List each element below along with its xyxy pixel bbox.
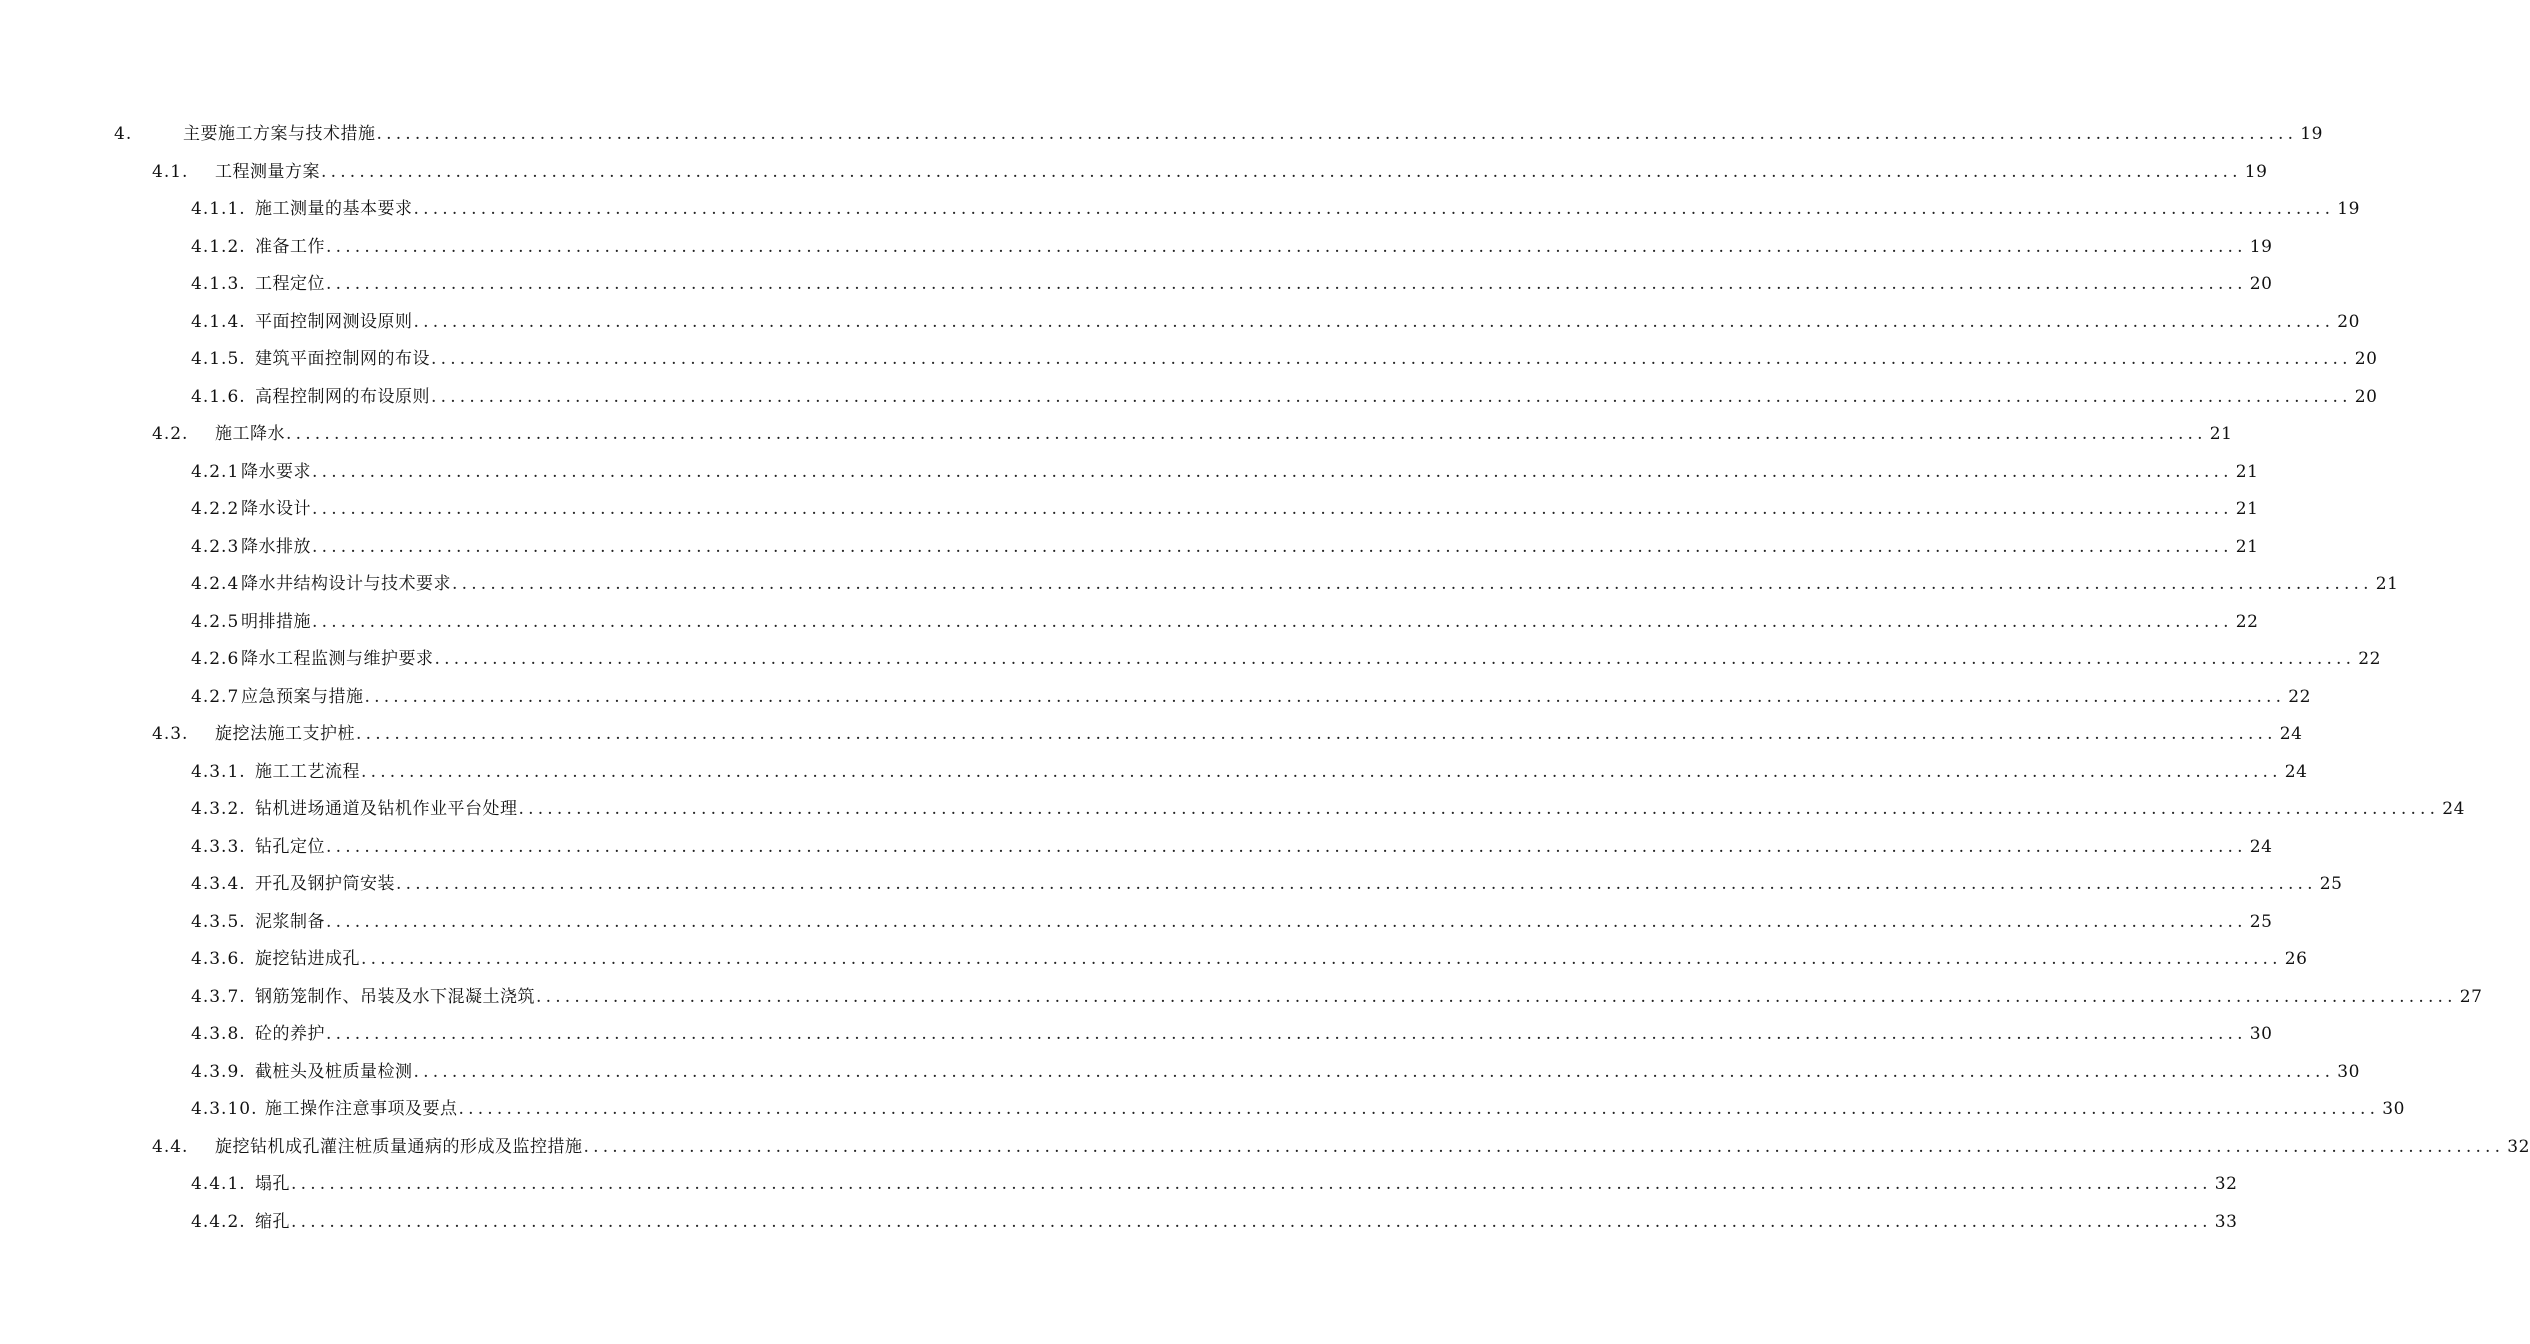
toc-entry-page-number: 24 (2442, 799, 2465, 819)
toc-dot-leader: ........................................................................................................................................................................................................ (536, 986, 2457, 1007)
toc-entry-number: 4.3.1. (191, 761, 246, 782)
toc-entry-title: 钻孔定位 (255, 836, 325, 857)
toc-dot-leader: ........................................................................................................................................................................................................ (291, 1211, 2212, 1232)
toc-entry-page-number: 24 (2284, 761, 2308, 782)
toc-entry-page-number: 27 (2459, 986, 2483, 1007)
toc-dot-leader: ........................................................................................................................................................................................................ (356, 724, 2277, 744)
toc-dot-leader: ........................................................................................................................................................................................................ (431, 386, 2352, 407)
toc-entry-number: 4.2.1 (191, 461, 240, 482)
toc-entry-page-number: 32 (2214, 1174, 2238, 1194)
toc-dot-leader: ........................................................................................................................................................................................................ (326, 911, 2247, 932)
toc-entry-title: 钢筋笼制作、吊装及水下混凝土浇筑 (255, 986, 535, 1007)
toc-entry-number: 4.3.8. (191, 1024, 246, 1044)
toc-entry-page-number: 21 (2235, 536, 2259, 557)
toc-entry[interactable] (191, 1060, 2360, 1084)
toc-entry-page-number: 21 (2209, 424, 2233, 444)
toc-entry-title: 旋挖钻机成孔灌注桩质量通病的形成及监控措施 (215, 1136, 583, 1157)
toc-dot-leader: ........................................................................................................................................................................................................ (321, 161, 2242, 182)
toc-entry[interactable] (191, 310, 2360, 334)
toc-entry[interactable] (191, 610, 2259, 634)
toc-entry-page-number: 20 (2337, 311, 2360, 332)
toc-entry[interactable] (191, 872, 2343, 896)
toc-entry-title: 施工操作注意事项及要点 (265, 1099, 458, 1119)
toc-entry[interactable] (191, 235, 2273, 259)
toc-entry-title: 准备工作 (255, 236, 325, 257)
toc-entry-number: 4.4.2. (191, 1211, 246, 1232)
toc-entry-number: 4.4.1. (191, 1174, 246, 1194)
toc-dot-leader: ........................................................................................................................................................................................................ (312, 536, 2233, 557)
toc-dot-leader: ........................................................................................................................................................................................................ (312, 461, 2233, 482)
toc-entry[interactable] (191, 797, 2465, 821)
toc-entry-number: 4.2.2 (191, 499, 240, 519)
toc-dot-leader: ........................................................................................................................................................................................................ (376, 124, 2298, 144)
toc-entry[interactable] (191, 572, 2399, 596)
toc-entry-title: 施工工艺流程 (255, 761, 360, 782)
toc-entry-number: 4.1.5. (191, 349, 246, 369)
toc-entry-title: 旋挖法施工支护桩 (215, 724, 355, 744)
toc-entry-title: 开孔及钢护筒安装 (255, 874, 395, 894)
toc-entry-number: 4.1.1. (191, 199, 246, 219)
toc-dot-leader: ........................................................................................................................................................................................................ (361, 761, 2282, 782)
toc-dot-leader: ........................................................................................................................................................................................................ (458, 1099, 2380, 1119)
toc-entry-page-number: 24 (2249, 836, 2273, 857)
toc-entry-number: 4.1.4. (191, 311, 246, 332)
toc-entry-number: 4.3.5. (191, 911, 246, 932)
toc-entry-page-number: 19 (2300, 124, 2323, 144)
toc-entry[interactable] (152, 422, 2233, 446)
toc-entry-page-number: 19 (2337, 199, 2360, 219)
toc-entry-number: 4.1.3. (191, 274, 246, 294)
toc-dot-leader: ........................................................................................................................................................................................................ (326, 836, 2247, 857)
toc-entry-page-number: 20 (2354, 386, 2378, 407)
toc-entry[interactable] (191, 272, 2273, 296)
toc-entry-number: 4.2.5 (191, 611, 240, 632)
toc-entry-page-number: 21 (2375, 574, 2399, 594)
toc-entry-page-number: 30 (2337, 1061, 2360, 1082)
toc-entry-page-number: 21 (2235, 461, 2259, 482)
toc-entry-page-number: 25 (2249, 911, 2273, 932)
toc-entry-title: 高程控制网的布设原则 (255, 386, 430, 407)
toc-entry-page-number: 19 (2244, 161, 2268, 182)
toc-entry[interactable] (191, 385, 2378, 409)
toc-entry[interactable] (152, 1135, 2530, 1159)
toc-entry-title: 应急预案与措施 (241, 686, 364, 707)
toc-entry-page-number: 30 (2382, 1099, 2405, 1119)
toc-entry-page-number: 25 (2319, 874, 2343, 894)
toc-entry-number: 4.1.2. (191, 236, 246, 257)
toc-entry-title: 泥浆制备 (255, 911, 325, 932)
toc-entry-number: 4.3.7. (191, 986, 246, 1007)
toc-entry-number: 4.2.3 (191, 536, 240, 557)
toc-entry-title: 降水设计 (241, 499, 311, 519)
toc-entry[interactable] (191, 985, 2483, 1009)
toc-dot-leader: ........................................................................................................................................................................................................ (286, 424, 2207, 444)
toc-entry-page-number: 24 (2279, 724, 2303, 744)
toc-entry[interactable] (191, 347, 2378, 371)
toc-dot-leader: ........................................................................................................................................................................................................ (413, 199, 2335, 219)
toc-entry[interactable] (191, 1172, 2238, 1196)
toc-entry[interactable] (191, 1097, 2405, 1121)
toc-entry-page-number: 30 (2249, 1024, 2273, 1044)
toc-entry-page-number: 19 (2249, 236, 2273, 257)
toc-entry-page-number: 20 (2249, 274, 2273, 294)
toc-dot-leader: ........................................................................................................................................................................................................ (413, 1061, 2335, 1082)
toc-entry-number: 4.2.6 (191, 649, 240, 669)
toc-entry[interactable] (191, 197, 2360, 221)
toc-entry[interactable] (191, 535, 2259, 559)
toc-dot-leader: ........................................................................................................................................................................................................ (583, 1136, 2505, 1157)
toc-entry[interactable] (191, 460, 2259, 484)
toc-dot-leader: ........................................................................................................................................................................................................ (396, 874, 2317, 894)
toc-dot-leader: ........................................................................................................................................................................................................ (361, 949, 2282, 969)
toc-entry[interactable] (191, 910, 2273, 934)
toc-entry-title: 工程定位 (255, 274, 325, 294)
toc-entry[interactable] (114, 122, 2323, 146)
toc-entry[interactable] (191, 835, 2273, 859)
toc-entry-title: 施工降水 (215, 424, 285, 444)
toc-dot-leader: ........................................................................................................................................................................................................ (518, 799, 2440, 819)
toc-entry-page-number: 20 (2354, 349, 2378, 369)
toc-dot-leader: ........................................................................................................................................................................................................ (326, 1024, 2247, 1044)
toc-entry-number: 4.3.4. (191, 874, 246, 894)
toc-entry-title: 截桩头及桩质量检测 (255, 1061, 413, 1082)
toc-dot-leader: ........................................................................................................................................................................................................ (312, 611, 2233, 632)
toc-entry[interactable] (191, 685, 2311, 709)
toc-dot-leader: ........................................................................................................................................................................................................ (434, 649, 2356, 669)
toc-entry-title: 建筑平面控制网的布设 (255, 349, 430, 369)
toc-entry-title: 塌孔 (255, 1174, 290, 1194)
toc-entry-title: 旋挖钻进成孔 (255, 949, 360, 969)
toc-dot-leader: ........................................................................................................................................................................................................ (431, 349, 2352, 369)
toc-entry[interactable] (191, 760, 2308, 784)
toc-entry-page-number: 22 (2358, 649, 2381, 669)
toc-entry-title: 明排措施 (241, 611, 311, 632)
toc-entry-title: 缩孔 (255, 1211, 290, 1232)
toc-entry-number: 4.3.6. (191, 949, 246, 969)
toc-entry-title: 平面控制网测设原则 (255, 311, 413, 332)
toc-entry-page-number: 21 (2235, 499, 2259, 519)
toc-entry-title: 主要施工方案与技术措施 (183, 124, 376, 144)
toc-entry-number: 4. (114, 124, 133, 144)
toc-entry-number: 4.2.7 (191, 686, 240, 707)
toc-entry-title: 降水工程监测与维护要求 (241, 649, 434, 669)
toc-entry-number: 4.3.2. (191, 799, 246, 819)
toc-entry-title: 降水井结构设计与技术要求 (241, 574, 451, 594)
toc-entry-number: 4.2.4 (191, 574, 240, 594)
toc-entry-page-number: 32 (2507, 1136, 2530, 1157)
toc-entry[interactable] (152, 160, 2268, 184)
toc-entry-number: 4.3. (152, 724, 189, 744)
toc-entry-title: 降水排放 (241, 536, 311, 557)
toc-entry[interactable] (152, 722, 2303, 746)
toc-entry[interactable] (191, 647, 2381, 671)
toc-entry-number: 4.1. (152, 161, 189, 182)
toc-entry-title: 工程测量方案 (215, 161, 320, 182)
toc-dot-leader: ........................................................................................................................................................................................................ (413, 311, 2335, 332)
toc-entry-title: 钻机进场通道及钻机作业平台处理 (255, 799, 518, 819)
toc-entry[interactable] (191, 497, 2259, 521)
toc-entry-number: 4.1.6. (191, 386, 246, 407)
toc-entry[interactable] (191, 1210, 2238, 1234)
toc-dot-leader: ........................................................................................................................................................................................................ (291, 1174, 2212, 1194)
toc-dot-leader: ........................................................................................................................................................................................................ (326, 274, 2247, 294)
toc-entry-page-number: 26 (2284, 949, 2308, 969)
toc-entry-number: 4.3.10. (191, 1099, 258, 1119)
toc-dot-leader: ........................................................................................................................................................................................................ (312, 499, 2233, 519)
toc-dot-leader: ........................................................................................................................................................................................................ (364, 686, 2286, 707)
toc-entry-number: 4.2. (152, 424, 189, 444)
toc-entry-title: 砼的养护 (255, 1024, 325, 1044)
toc-entry-number: 4.4. (152, 1136, 189, 1157)
toc-entry-page-number: 22 (2288, 686, 2311, 707)
toc-entry-number: 4.3.3. (191, 836, 246, 857)
toc-dot-leader: ........................................................................................................................................................................................................ (452, 574, 2373, 594)
toc-entry-title: 降水要求 (241, 461, 311, 482)
toc-entry[interactable] (191, 1022, 2273, 1046)
toc-entry[interactable] (191, 947, 2308, 971)
toc-entry-number: 4.3.9. (191, 1061, 246, 1082)
toc-entry-title: 施工测量的基本要求 (255, 199, 413, 219)
toc-entry-page-number: 33 (2214, 1211, 2238, 1232)
toc-entry-page-number: 22 (2235, 611, 2259, 632)
toc-dot-leader: ........................................................................................................................................................................................................ (326, 236, 2247, 257)
